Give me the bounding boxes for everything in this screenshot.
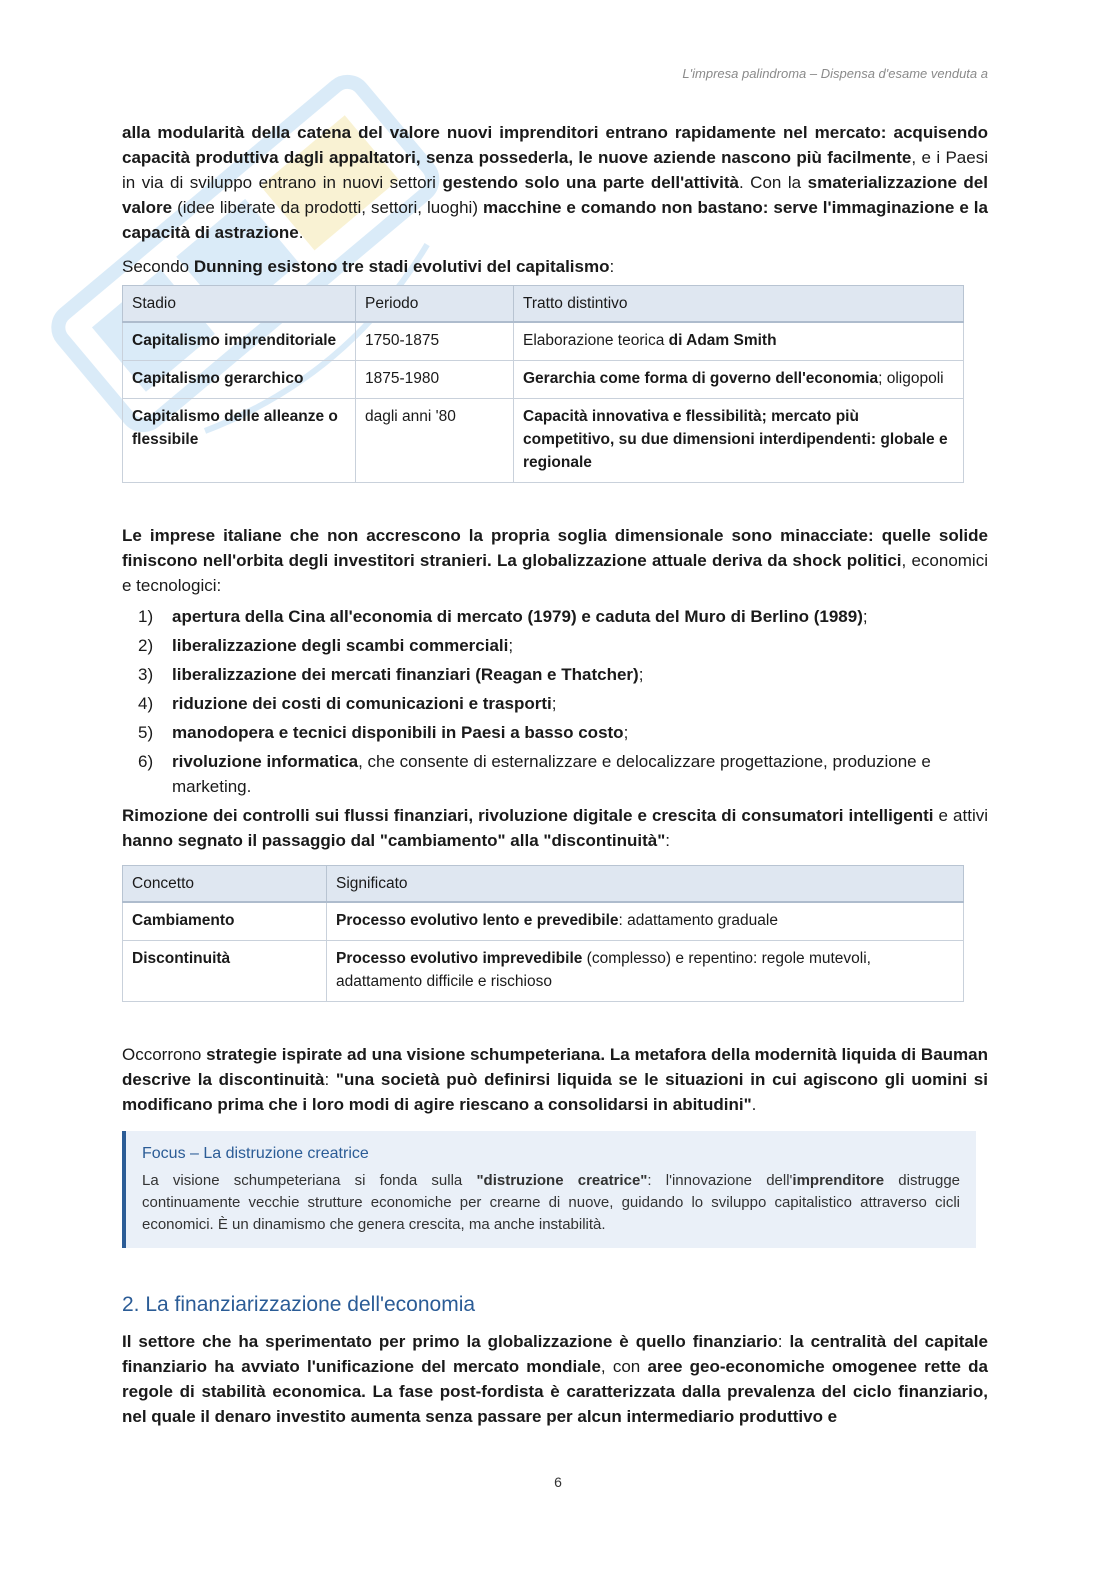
text-run: ; xyxy=(862,607,868,626)
bold-text: imprenditore xyxy=(792,1172,885,1189)
focus-title: Focus – La distruzione creatrice xyxy=(142,1145,369,1162)
meaning-cell xyxy=(327,902,964,941)
table-row xyxy=(123,902,964,941)
bold-text: Processo evolutivo imprevedibile xyxy=(336,950,583,967)
bold-text: aree geo-economiche omogenee rette da regole di stabilità economica. La fase post-fordista è caratterizzata dalla prevalenza del ciclo finanziario, nel quale il denaro investito aumenta senza passare per alcun intermediario produttivo e xyxy=(122,1357,988,1426)
section-heading: 2. La finanziarizzazione dell'economia xyxy=(122,1293,476,1316)
column-header: Stadio xyxy=(123,286,356,323)
text-run: e attivi xyxy=(933,806,988,825)
bold-text: di Adam Smith xyxy=(668,332,777,349)
text-run: Occorrono xyxy=(122,1045,207,1064)
column-header: Periodo xyxy=(356,286,514,323)
column-header: Significato xyxy=(327,866,964,903)
text-run: : xyxy=(324,1070,336,1089)
bold-text: Processo evolutivo lento e prevedibile xyxy=(336,912,619,929)
globalization-paragraph xyxy=(122,523,988,598)
list-item: 4) riduzione dei costi di comunicazioni e trasporti; xyxy=(138,694,557,713)
table-row xyxy=(123,399,964,483)
table-row xyxy=(123,361,964,399)
concept-cell: Cambiamento xyxy=(123,902,327,941)
concept-cell: Discontinuità xyxy=(123,941,327,1002)
text-run: (complesso) e repentino: regole mutevoli, adattamento difficile e rischioso xyxy=(336,950,871,990)
text-run: , economici e tecnologici: xyxy=(122,551,988,595)
text-run: . Con la xyxy=(738,173,808,192)
bold-text: liberalizzazione degli scambi commerciali xyxy=(172,636,509,655)
shocks-list xyxy=(122,604,988,799)
text-run: : xyxy=(665,831,671,850)
bold-text: rivoluzione informatica xyxy=(172,752,359,771)
column-header: Tratto distintivo xyxy=(514,286,964,323)
focus-text xyxy=(142,1170,960,1236)
text-run: La visione schumpeteriana si fonda sulla xyxy=(142,1172,477,1189)
page-number: 6 xyxy=(554,1474,562,1490)
text-run: : l'innovazione dell' xyxy=(647,1172,793,1189)
table-header-row xyxy=(123,286,964,323)
meaning-cell xyxy=(327,941,964,1002)
text-run: ; xyxy=(638,665,644,684)
text-run: : xyxy=(777,1332,790,1351)
text-run: (idee liberate da prodotti, settori, luoghi) xyxy=(172,198,483,217)
bold-text: Le imprese italiane che non accrescono la propria soglia dimensionale sono minacciate: quelle solide finiscono nell'orbita degli investitori stranieri. La globalizzazione attuale deriva da shock politici xyxy=(122,526,988,570)
bauman-paragraph xyxy=(122,1042,988,1117)
bold-text: Dunning esistono tre stadi evolutivi del capitalismo xyxy=(193,257,610,276)
bold-text: apertura della Cina all'economia di mercato (1979) e caduta del Muro di Berlino (1989) xyxy=(172,607,863,626)
bold-text: Capacità innovativa e flessibilità; mercato più competitivo, su due dimensioni interdipendenti: globale e regionale xyxy=(523,408,948,471)
period-cell: dagli anni '80 xyxy=(356,399,514,483)
text-run: Elaborazione teorica xyxy=(523,332,669,349)
trait-cell xyxy=(514,361,964,399)
bold-text: Rimozione dei controlli sui flussi finanziari, rivoluzione digitale e crescita di consumatori intelligenti xyxy=(122,806,934,825)
text-run: ; xyxy=(623,723,629,742)
period-cell: 1875-1980 xyxy=(356,361,514,399)
text-run: , con xyxy=(600,1357,648,1376)
text-run: distrugge continuamente vecchie strutture economiche per crearne di nuove, guidando lo sviluppo capitalistico attraverso cicli economici. È un dinamismo che genera crescita, ma anche instabilità. xyxy=(142,1172,960,1233)
bold-text: la centralità del capitale finanziario ha avviato l'unificazione del mercato mondiale xyxy=(122,1332,988,1376)
bold-text: Il settore che ha sperimentato per primo la globalizzazione è quello finanziario xyxy=(122,1332,778,1351)
bold-text: liberalizzazione dei mercati finanziari (Reagan e Thatcher) xyxy=(172,665,639,684)
bold-text: manodopera e tecnici disponibili in Paesi a basso costo xyxy=(172,723,624,742)
column-header: Concetto xyxy=(123,866,327,903)
table-row xyxy=(123,322,964,361)
stage-cell: Capitalismo delle alleanze o flessibile xyxy=(123,399,356,483)
intro-paragraph xyxy=(122,120,988,245)
bold-text: riduzione dei costi di comunicazioni e trasporti xyxy=(172,694,552,713)
running-header: L'impresa palindroma – Dispensa d'esame venduta a xyxy=(682,66,988,81)
text-run: : xyxy=(609,257,615,276)
bold-text: hanno segnato il passaggio dal "cambiamento" alla "discontinuità" xyxy=(122,831,666,850)
stage-cell: Capitalismo gerarchico xyxy=(123,361,356,399)
text-run: : adattamento graduale xyxy=(618,912,778,929)
text-run: ; xyxy=(508,636,514,655)
trait-cell xyxy=(514,399,964,483)
table-row xyxy=(123,941,964,1002)
table-header-row xyxy=(123,866,964,903)
stage-cell: Capitalismo imprenditoriale xyxy=(123,322,356,361)
list-item: 2) liberalizzazione degli scambi commerciali; xyxy=(138,636,514,655)
change-discontinuity-table xyxy=(122,865,964,1002)
list-item: 6) rivoluzione informatica, che consente di esternalizzare e delocalizzare progettazione, produzione e marketing. xyxy=(138,752,931,796)
text-run: . xyxy=(298,223,304,242)
bold-text: "una società può definirsi liquida se le situazioni in cui agiscono gli uomini si modificano prima che i loro modi di agire riescano a consolidarsi in abitudini" xyxy=(122,1070,988,1114)
bold-text: gestendo solo una parte dell'attività xyxy=(442,173,739,192)
dunning-intro xyxy=(122,254,988,279)
bold-text: macchine e comando non bastano: serve l'immaginazione e la capacità di astrazione xyxy=(122,198,988,242)
bold-text: smaterializzazione del valore xyxy=(122,173,988,217)
list-item: 5) manodopera e tecnici disponibili in Paesi a basso costo; xyxy=(138,723,629,742)
capitalism-stages-table xyxy=(122,285,964,483)
bold-text: strategie ispirate ad una visione schumpeteriana. La metafora della modernità liquida di Bauman descrive la discontinuità xyxy=(122,1045,988,1089)
text-run: , e i Paesi in via di sviluppo entrano in nuovi settori xyxy=(122,148,988,192)
discontinuity-paragraph xyxy=(122,803,988,853)
page-content xyxy=(122,120,988,1438)
bold-text: "distruzione creatrice" xyxy=(476,1172,648,1189)
text-run: , che consente di esternalizzare e delocalizzare progettazione, produzione e marketing. xyxy=(172,752,931,796)
period-cell: 1750-1875 xyxy=(356,322,514,361)
trait-cell xyxy=(514,322,964,361)
bold-text: Gerarchia come forma di governo dell'economia xyxy=(523,370,879,387)
finance-paragraph xyxy=(122,1329,988,1429)
text-run: . xyxy=(751,1095,757,1114)
text-run: ; oligopoli xyxy=(878,370,944,387)
text-run: ; xyxy=(551,694,557,713)
text-run: Secondo xyxy=(122,257,194,276)
list-item: 3) liberalizzazione dei mercati finanziari (Reagan e Thatcher); xyxy=(138,665,644,684)
bold-text: alla modularità della catena del valore nuovi imprenditori entrano rapidamente nel mercato: acquisendo capacità produttiva dagli appaltatori, senza possederla, le nuove aziende nascono più facilmente xyxy=(122,123,988,167)
list-item: 1) apertura della Cina all'economia di mercato (1979) e caduta del Muro di Berlino (1989); xyxy=(138,607,868,626)
focus-box xyxy=(122,1131,976,1248)
